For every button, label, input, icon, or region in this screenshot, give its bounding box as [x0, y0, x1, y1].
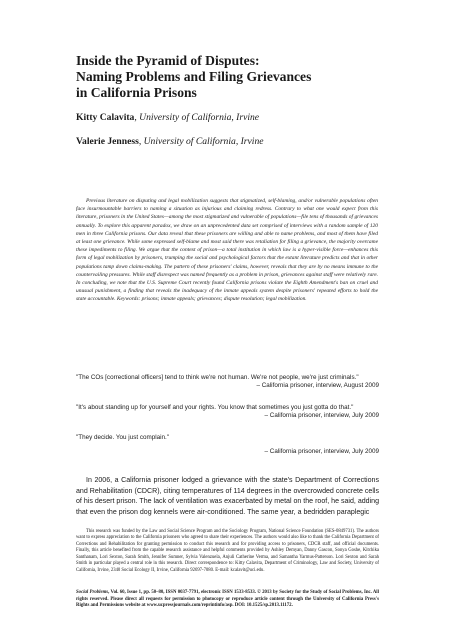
author-1: Kitty Calavita, University of California, Irvine [76, 112, 260, 123]
body-paragraph: In 2006, a California prisoner lodged a grievance with the state's Department of Corrections and Rehabilitation (CDCR), citing temperatures of 114 degrees in the overcrowded concrete cells of his desert prison. The lack of ventilation was exacerbated by metal on the roof, he said, adding that even the prison dog kennels were air-conditioned. The same year, a bedridden paraplegic [76, 477, 379, 516]
epigraph-1 [76, 374, 379, 391]
title-line-2: Naming Problems and Filing Grievances [76, 69, 312, 84]
epigraph-2-attribution: – California prisoner, interview, July 2009 [264, 412, 379, 420]
epigraph-2 [76, 404, 379, 421]
article-title [76, 53, 386, 101]
author-2: Valerie Jenness, University of California, Irvine [76, 136, 264, 147]
journal-name: Social Problems [76, 590, 109, 595]
epigraph-2-quote: "It's about standing up for yourself and your rights. You know that sometimes you just gotta do that." [76, 404, 354, 411]
author-1-affiliation: University of California, Irvine [139, 112, 260, 123]
epigraph-3-attribution: – California prisoner, interview, July 2009 [264, 448, 379, 456]
title-line-3: in California Prisons [76, 85, 197, 100]
author-2-affiliation: University of California, Irvine [143, 136, 264, 147]
abstract: Previous literature on disputing and legal mobilization suggests that stigmatized, self-blaming, and/or vulnerable populations often face insurmountable barriers to naming a situation as injurious and claiming redress. Contrary to what one would expect from this literature, prisoners in the United States—among the most stigmatized and vulnerable of populations—file tens of thousands of grievances annually. To explore this apparent paradox, we draw on an unprecedented data set comprised of interviews with a random sample of 120 men in three California prisons. Our data reveal that these prisoners are willing and able to name problems, and most of them have filed at least one grievance. While some expressed self-blame and most said there was retaliation for filing a grievance, the majority overcame these impediments to filing. We argue that the context of prison—a total institution in which law is a hyper-visible force—enhances this form of legal mobilization by prisoners, trumping the social and psychological factors that the extant literature predicts and that in other populations tamp down claims-making. The pattern of these prisoners' claims, however, reveals that they are by no means immune to the countervailing pressures. While staff disrespect was named frequently as a problem in prison, grievances against staff were relatively rare. In concluding, we note that the U.S. Supreme Court recently found California prisons violate the Eighth Amendment's ban on cruel and unusual punishment, a finding that reveals the inadequacy of the inmate appeals system despite prisoners' repeated efforts to hold the state accountable. Keywords: prisons; inmate appeals; grievances; dispute resolution; legal mobilization. [76, 198, 378, 303]
journal-citation [76, 590, 379, 610]
author-1-name: Kitty Calavita [76, 112, 135, 123]
author-2-name: Valerie Jenness [76, 136, 139, 147]
epigraph-3-quote: "They decide. You just complain." [76, 434, 170, 441]
epigraph-1-attribution: – California prisoner, interview, August 2009 [256, 382, 379, 390]
title-line-1: Inside the Pyramid of Disputes: [76, 53, 260, 68]
acknowledgment-footnote: This research was funded by the Law and Social Science Program and the Sociology Program, National Science Foundation (SES-0849731). The authors want to express appreciation to the California prisoners who agreed to share their experiences. The authors would also like to thank the California Department of Corrections and Rehabilitation for granting permission to conduct this research and for providing access to prisoners, CDCR staff, and official documents. Finally, this article benefited from the capable research assistance and helpful comments provided by Ashley Demyan, Danny Gascon, Sonya Goshe, Kitchika Santhanam, Lori Sexton, Sarah Smith, Jennifer Sumner, Sylvia Valenzuela, Anjuli Catherine Verma, and Samantha Yarmus-Patterson. Lori Sexton and Sarah Smith in particular played a central role in this research. Direct correspondence to: Kitty Calavita, Department of Criminology, Law and Society, University of California, Irvine, 2340 Social Ecology II, Irvine, California 92697-7080. E-mail: kcalavit@uci.edu. [76, 529, 379, 573]
epigraph-3 [76, 434, 379, 457]
epigraph-1-quote: "The COs [correctional officers] tend to think we're not human. We're not people, we're just criminals." [76, 374, 359, 381]
journal-citation-text: , Vol. 60, Issue 1, pp. 50–80, ISSN 0037-7791, electronic ISSN 1533-8533. © 2013 by Society for the Study of Social Problems, Inc. All rights reserved. Please direct all requests for permission to photocopy or reproduce article content through the University of California Press's Rights and Permissions website at www.ucpressjournals.com/reprintinfo/asp. DOI: 10.1525/sp.2013.11172. [76, 590, 379, 609]
